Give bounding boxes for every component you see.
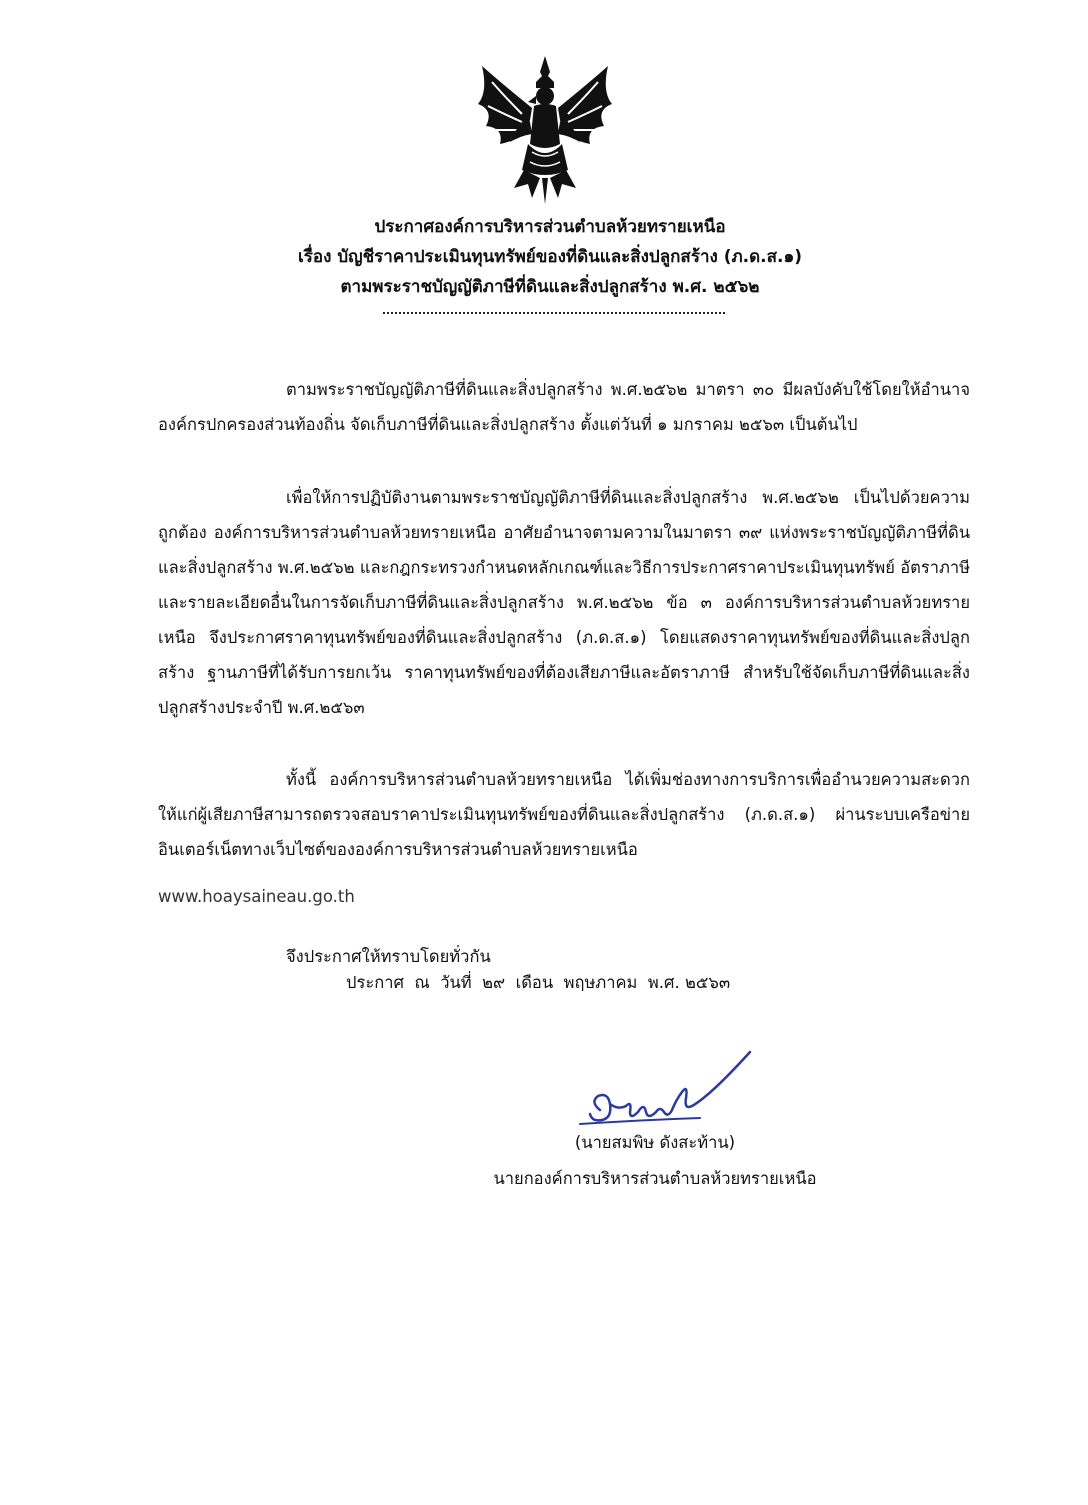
handwritten-signature xyxy=(560,1040,760,1140)
garuda-emblem-icon xyxy=(470,52,620,207)
website-url: www.hoaysaineau.go.th xyxy=(158,887,355,906)
signatory-name: (นายสมพิษ ดังสะท้าน) xyxy=(574,1133,736,1152)
body-paragraph-2: เพื่อให้การปฏิบัติงานตามพระราชบัญญัติภาษีที่ดินและสิ่งปลูกสร้าง พ.ศ.๒๕๖๒ เป็นไปด้วยความถูกต้อง องค์การบริหารส่วนตำบลห้วยทรายเหนือ อาศัยอำนาจตามความในมาตรา ๓๙ แห่งพระราชบัญญัติภาษีที่ดินและสิ่งปลูกสร้าง พ.ศ.๒๕๖๒ และกฎกระทรวงกำหนดหลักเกณฑ์และวิธีการประกาศราคาประเมินทุนทรัพย์ อัตราภาษี และรายละเอียดอื่นในการจัดเก็บภาษีที่ดินและสิ่งปลูกสร้าง พ.ศ.๒๕๖๒ ข้อ ๓ องค์การบริหารส่วนตำบลห้วยทรายเหนือ จึงประกาศราคาทุนทรัพย์ของที่ดินและสิ่งปลูกสร้าง (ภ.ด.ส.๑) โดยแสดงราคาทุนทรัพย์ของที่ดินและสิ่งปลูกสร้าง ฐานภาษีที่ได้รับการยกเว้น ราคาทุนทรัพย์ของที่ต้องเสียภาษีและอัตราภาษี สำหรับใช้จัดเก็บภาษีที่ดินและสิ่งปลูกสร้างประจำปี พ.ศ.๒๕๖๓ xyxy=(158,488,970,717)
announcement-act-reference: ตามพระราชบัญญัติภาษีที่ดินและสิ่งปลูกสร้าง พ.ศ. ๒๕๖๒ xyxy=(340,277,760,297)
body-paragraph-1: ตามพระราชบัญญัติภาษีที่ดินและสิ่งปลูกสร้าง พ.ศ.๒๕๖๒ มาตรา ๓๐ มีผลบังคับใช้โดยให้อำนาจองค์กรปกครองส่วนท้องถิ่น จัดเก็บภาษีที่ดินและสิ่งปลูกสร้าง ตั้งแต่วันที่ ๑ มกราคม ๒๕๖๓ เป็นต้นไป xyxy=(158,380,970,434)
body-paragraph-3: ทั้งนี้ องค์การบริหารส่วนตำบลห้วยทรายเหนือ ได้เพิ่มช่องทางการบริการเพื่ออำนวยความสะดวกให้แก่ผู้เสียภาษีสามารถตรวจสอบราคาประเมินทุนทรัพย์ของที่ดินและสิ่งปลูกสร้าง (ภ.ด.ส.๑) ผ่านระบบเครือข่ายอินเตอร์เน็ตทางเว็บไซต์ขององค์การบริหารส่วนตำบลห้วยทรายเหนือ xyxy=(158,770,970,859)
dotted-divider xyxy=(383,312,725,314)
announcement-title: ประกาศองค์การบริหารส่วนตำบลห้วยทรายเหนือ xyxy=(374,217,726,237)
signatory-title: นายกองค์การบริหารส่วนตำบลห้วยทรายเหนือ xyxy=(493,1169,817,1188)
announcement-subject: เรื่อง บัญชีราคาประเมินทุนทรัพย์ของที่ดินและสิ่งปลูกสร้าง (ภ.ด.ส.๑) xyxy=(297,247,803,267)
announcement-date: ประกาศ ณ วันที่ ๒๙ เดือน พฤษภาคม พ.ศ. ๒๕๖๓ xyxy=(346,973,731,992)
closing-statement: จึงประกาศให้ทราบโดยทั่วกัน xyxy=(286,947,491,966)
